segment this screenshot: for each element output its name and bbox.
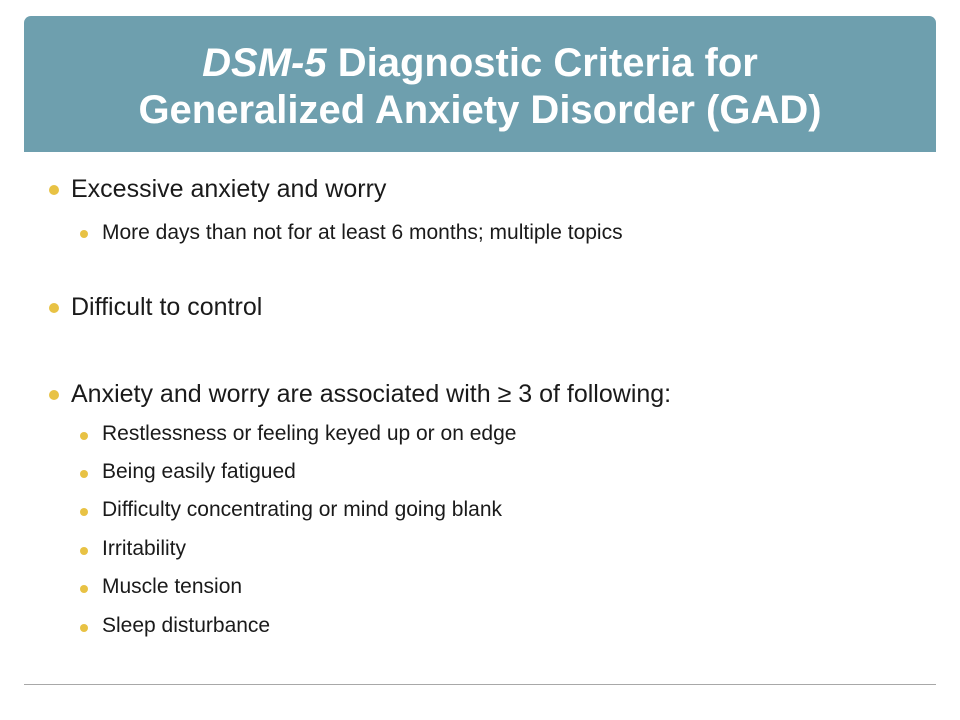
title-dsm5: DSM-5 bbox=[202, 41, 327, 85]
sub-bullet-icon bbox=[80, 230, 88, 238]
title-line-1: Diagnostic Criteria for bbox=[326, 41, 758, 85]
symptom-item: Being easily fatigued bbox=[102, 460, 296, 483]
symptom-item: Restlessness or feeling keyed up or on edge bbox=[102, 422, 517, 445]
criterion-2: Difficult to control bbox=[71, 293, 263, 321]
symptom-item: Difficulty concentrating or mind going blank bbox=[102, 498, 502, 521]
sub-bullet-icon bbox=[80, 470, 88, 478]
criterion-1-detail: More days than not for at least 6 months; multiple topics bbox=[102, 221, 623, 244]
bullet-icon bbox=[49, 185, 59, 195]
footer-divider bbox=[24, 684, 936, 685]
sub-bullet-icon bbox=[80, 508, 88, 516]
symptom-item: Muscle tension bbox=[102, 575, 243, 598]
sub-bullet-icon bbox=[80, 547, 88, 555]
title-line-2: Generalized Anxiety Disorder (GAD) bbox=[138, 88, 822, 132]
criterion-1: Excessive anxiety and worry bbox=[71, 175, 387, 203]
sub-bullet-icon bbox=[80, 585, 88, 593]
sub-bullet-icon bbox=[80, 432, 88, 440]
criterion-3: Anxiety and worry are associated with ≥ 3 of following: bbox=[71, 380, 672, 408]
bullet-icon bbox=[49, 390, 59, 400]
bullet-icon bbox=[49, 303, 59, 313]
sub-bullet-icon bbox=[80, 624, 88, 632]
symptom-item: Sleep disturbance bbox=[102, 614, 271, 637]
symptom-item: Irritability bbox=[102, 537, 187, 560]
